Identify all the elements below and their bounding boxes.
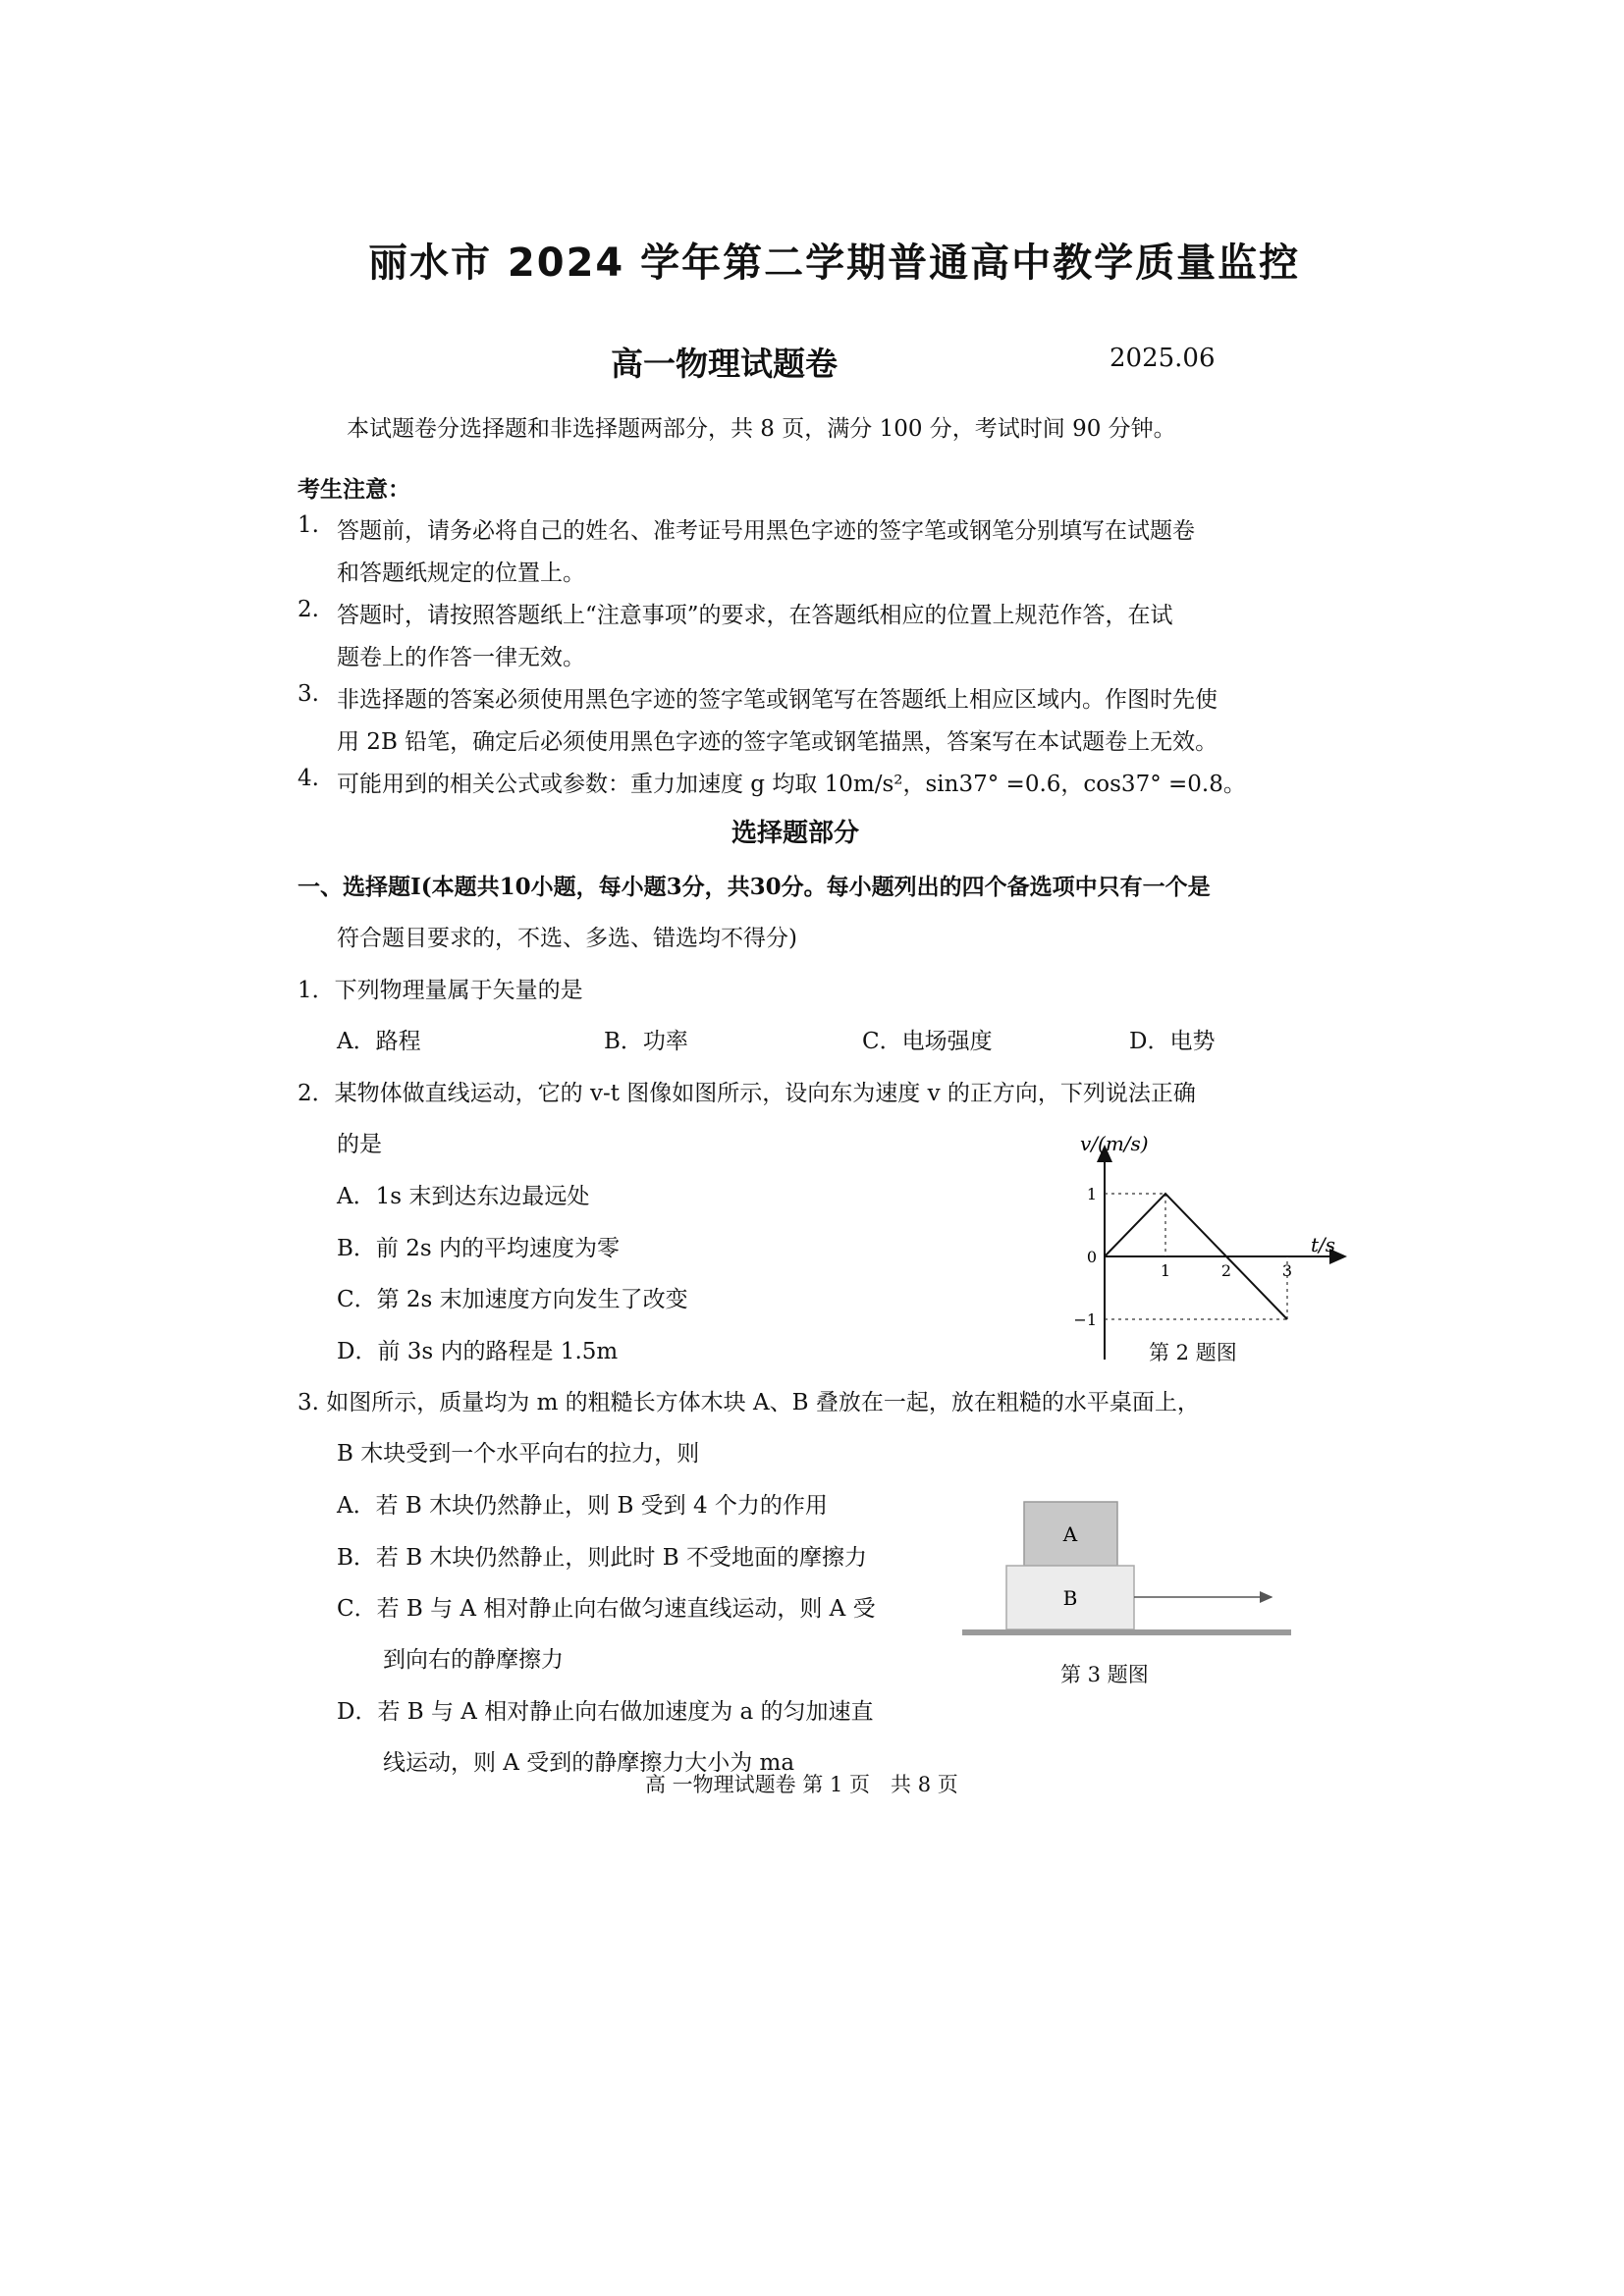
q3-stem: 3. 如图所示，质量均为 m 的粗糙长方体木块 A、B 叠放在一起，放在粗糙的水平桌面上， [298,1390,1200,1415]
q1-option-c: C．电场强度 [862,1029,993,1054]
q2-option-a: A．1s 末到达东边最远处 [337,1184,590,1209]
notice-heading: 考生注意： [298,476,410,503]
table-surface [962,1629,1291,1635]
q1-option-d: D．电势 [1129,1029,1216,1054]
q2-figure-caption: 第 2 题图 [1149,1341,1237,1364]
notice-num-1: 1. [298,512,319,538]
q3-option-c-cont: 到向右的静摩擦力 [383,1647,564,1673]
part-instructions: 一、选择题Ⅰ(本题共10小题，每小题3分，共30分。每小题列出的四个备选项中只有一个是 [298,874,1211,900]
q2-option-d: D．前 3s 内的路程是 1.5m [337,1339,619,1364]
intro-text: 本试题卷分选择题和非选择题两部分，共 8 页，满分 100 分，考试时间 90 分钟。 [347,416,1176,442]
q3-option-a: A．若 B 木块仍然静止，则 B 受到 4 个力的作用 [337,1493,828,1519]
q3-option-c: C．若 B 与 A 相对静止向右做匀速直线运动，则 A 受 [337,1596,876,1622]
x-tick-label: 1 [1160,1261,1171,1280]
x-axis-label: t/s [1311,1233,1336,1256]
notice-num-2: 2. [298,597,319,622]
notice-line: 和答题纸规定的位置上。 [337,561,585,586]
y-tick-label: −1 [1073,1310,1097,1329]
paper-subtitle: 高一物理试题卷 [611,345,838,383]
q3-figure-caption: 第 3 题图 [1060,1663,1149,1686]
q1-stem: 1．下列物理量属于矢量的是 [298,978,583,1003]
x-tick-label: 3 [1281,1261,1293,1280]
q2-option-b: B．前 2s 内的平均速度为零 [337,1236,620,1261]
notice-num-4: 4. [298,766,319,791]
notice-line: 用 2B 铅笔，确定后必须使用黑色字迹的签字笔或钢笔描黑，答案写在本试题卷上无效。 [337,729,1218,755]
page-footer: 高 一物理试题卷 第 1 页 共 8 页 [645,1773,958,1796]
q3-option-b: B．若 B 木块仍然静止，则此时 B 不受地面的摩擦力 [337,1545,867,1571]
exam-title: 丽水市 2024 学年第二学期普通高中教学质量监控 [368,240,1301,286]
blocks-figure [957,1497,1301,1654]
notice-line: 可能用到的相关公式或参数：重力加速度 g 均取 10m/s²，sin37° =0.6，cos37° =0.8。 [337,772,1246,797]
notice-num-3: 3. [298,681,319,707]
notice-line: 答题时，请按照答题纸上“注意事项”的要求，在答题纸相应的位置上规范作答，在试 [337,603,1173,628]
notice-line: 答题前，请务必将自己的姓名、准考证号用黑色字迹的签字笔或钢笔分别填写在试题卷 [337,518,1195,544]
q2-option-c: C．第 2s 末加速度方向发生了改变 [337,1287,688,1312]
block-b-label: B [1062,1586,1078,1610]
q3-option-d-cont: 线运动，则 A 受到的静摩擦力大小为 ma [383,1750,795,1776]
q3-option-d: D．若 B 与 A 相对静止向右做加速度为 a 的匀加速直 [337,1699,874,1725]
y-tick-label: 0 [1086,1248,1097,1266]
notice-line: 题卷上的作答一律无效。 [337,645,585,670]
y-tick-label: 1 [1086,1185,1097,1203]
q3-stem-cont: B 木块受到一个水平向右的拉力，则 [337,1441,700,1467]
part-instructions-cont: 符合题目要求的，不选、多选、错选均不得分) [337,926,797,951]
section-title: 选择题部分 [731,819,860,848]
q2-stem: 2．某物体做直线运动，它的 v-t 图像如图所示，设向东为速度 v 的正方向，下列说法正确 [298,1081,1196,1106]
q2-stem-cont: 的是 [337,1132,382,1157]
q1-option-b: B．功率 [604,1029,688,1054]
block-a-label: A [1062,1522,1078,1546]
notice-line: 非选择题的答案必须使用黑色字迹的签字笔或钢笔写在答题纸上相应区域内。作图时先使 [337,687,1218,713]
y-axis-label: v/(m/s) [1080,1132,1149,1155]
q1-option-a: A．路程 [337,1029,421,1054]
exam-date: 2025.06 [1110,344,1216,373]
x-tick-label: 2 [1220,1261,1232,1280]
